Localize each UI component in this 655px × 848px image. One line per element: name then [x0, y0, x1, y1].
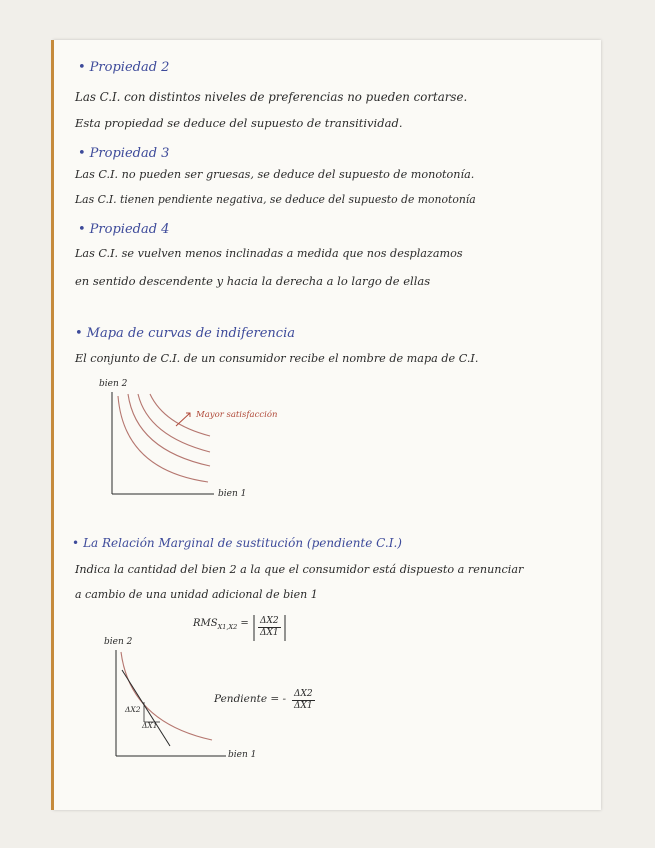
graph2-dx1-label: ΔX1 [142, 721, 158, 730]
graph2-indifference-curve [121, 652, 212, 740]
slope-label-text: Pendiente = [214, 693, 280, 705]
heading-text: La Relación Marginal de sustitución (pendiente C.I.) [83, 536, 402, 550]
heading-propiedad-3: • Propiedad 3 [78, 146, 170, 161]
heading-text: Mapa de curvas de indiferencia [86, 326, 295, 341]
prop4-line-2: en sentido descendente y hacia la derecha a lo largo de ellas [75, 274, 431, 288]
prop4-line-1: Las C.I. se vuelven menos inclinadas a medida que nos desplazamos [75, 247, 463, 260]
prop3-line-2: Las C.I. tienen pendiente negativa, se deduce del supuesto de monotonía [75, 193, 476, 206]
heading-mapa-curvas: • Mapa de curvas de indiferencia [75, 326, 295, 341]
graph2-dx2-label: ΔX2 [125, 705, 141, 714]
slope-denominator: ΔX1 [294, 701, 313, 711]
rms-line-1: Indica la cantidad del bien 2 a la que el consumidor está dispuesto a renunciar [75, 563, 524, 576]
heading-text: Propiedad 3 [89, 146, 170, 161]
rms-denominator: ΔX1 [260, 628, 279, 638]
rms-symbol: RMS [193, 618, 218, 629]
graph1-y-label: bien 2 [99, 379, 128, 389]
prop3-line-1: Las C.I. no pueden ser gruesas, se deduce del supuesto de monotonía. [75, 168, 475, 181]
heading-text: Propiedad 2 [89, 60, 170, 75]
graph1-x-label: bien 1 [218, 489, 247, 499]
heading-propiedad-2: • Propiedad 2 [78, 60, 170, 75]
rms-subscript: X1,X2 [217, 623, 238, 631]
slope-label [214, 693, 286, 705]
graph2-x-label: bien 1 [228, 750, 257, 760]
graph2-y-label: bien 2 [104, 637, 133, 647]
slope-fraction [292, 689, 315, 712]
heading-propiedad-4: • Propiedad 4 [78, 222, 170, 237]
slope-numerator: ΔX2 [294, 689, 313, 699]
prop2-line-1: Las C.I. con distintos niveles de preferencias no pueden cortarse. [75, 90, 468, 104]
heading-rms: • La Relación Marginal de sustitución (pendiente C.I.) [72, 536, 402, 550]
slope-sign: - [282, 693, 287, 705]
mapa-line-1: El conjunto de C.I. de un consumidor recibe el nombre de mapa de C.I. [75, 352, 479, 365]
heading-text: Propiedad 4 [89, 222, 170, 237]
rms-line-2: a cambio de una unidad adicional de bien 1 [75, 588, 318, 601]
equals-sign: = [240, 618, 249, 629]
rms-numerator: ΔX2 [260, 616, 279, 626]
annotation-mayor-satisfaccion: Mayor satisfacción [196, 410, 278, 420]
prop2-line-2: Esta propiedad se deduce del supuesto de transitividad. [75, 116, 403, 130]
